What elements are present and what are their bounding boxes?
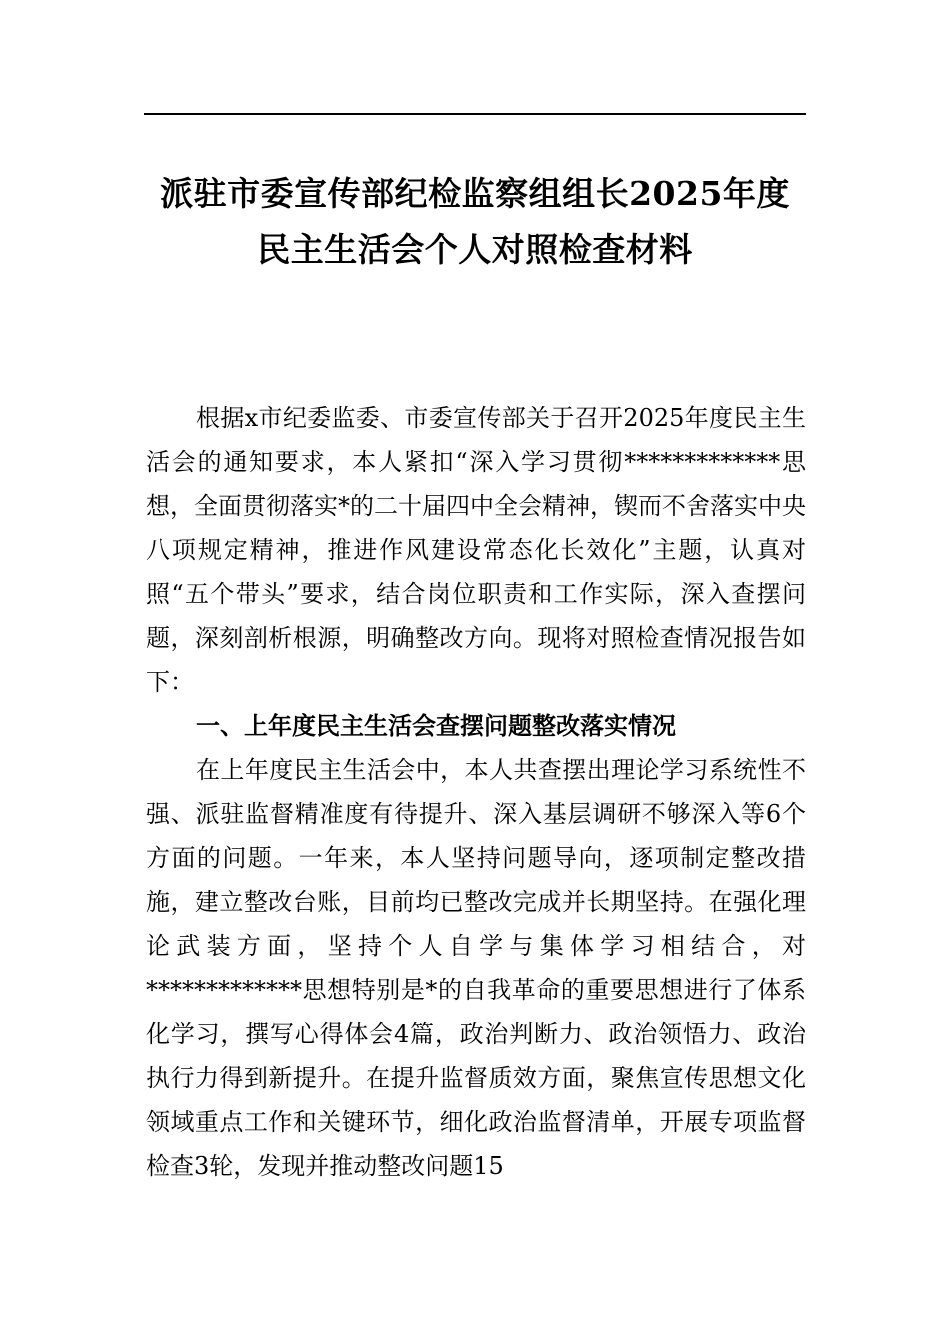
title-line-1: 派驻市委宣传部纪检监察组组长2025年度 xyxy=(160,174,790,213)
document-body xyxy=(146,396,806,1188)
section-heading-1: 一、上年度民主生活会查摆问题整改落实情况 xyxy=(196,712,676,740)
intro-paragraph: 根据x市纪委监委、市委宣传部关于召开2025年度民主生活会的通知要求，本人紧扣“深入学习贯彻*************思想，全面贯彻落实*的二十届四中全会精神，锲而不舍落实中央八项规定精神，推进作风建设常态化长效化”主题，认真对照“五个带头”要求，结合岗位职责和工作实际，深入查摆问题，深刻剖析根源，明确整改方向。现将对照检查情况报告如下： xyxy=(146,404,806,696)
section-1-paragraph: 在上年度民主生活会中，本人共查摆出理论学习系统性不强、派驻监督精准度有待提升、深入基层调研不够深入等6个方面的问题。一年来，本人坚持问题导向，逐项制定整改措施，建立整改台账，目前均已整改完成并长期坚持。在强化理论武装方面，坚持个人自学与集体学习相结合，对*************思想特别是*的自我革命的重要思想进行了体系化学习，撰写心得体会4篇，政治判断力、政治领悟力、政治执行力得到新提升。在提升监督质效方面，聚焦宣传思想文化领域重点工作和关键环节，细化政治监督清单，开展专项监督检查3轮，发现并推动整改问题15 xyxy=(146,756,806,1180)
document-title xyxy=(120,166,830,278)
title-line-2: 民主生活会个人对照检查材料 xyxy=(257,230,693,269)
header-rule xyxy=(144,113,806,115)
